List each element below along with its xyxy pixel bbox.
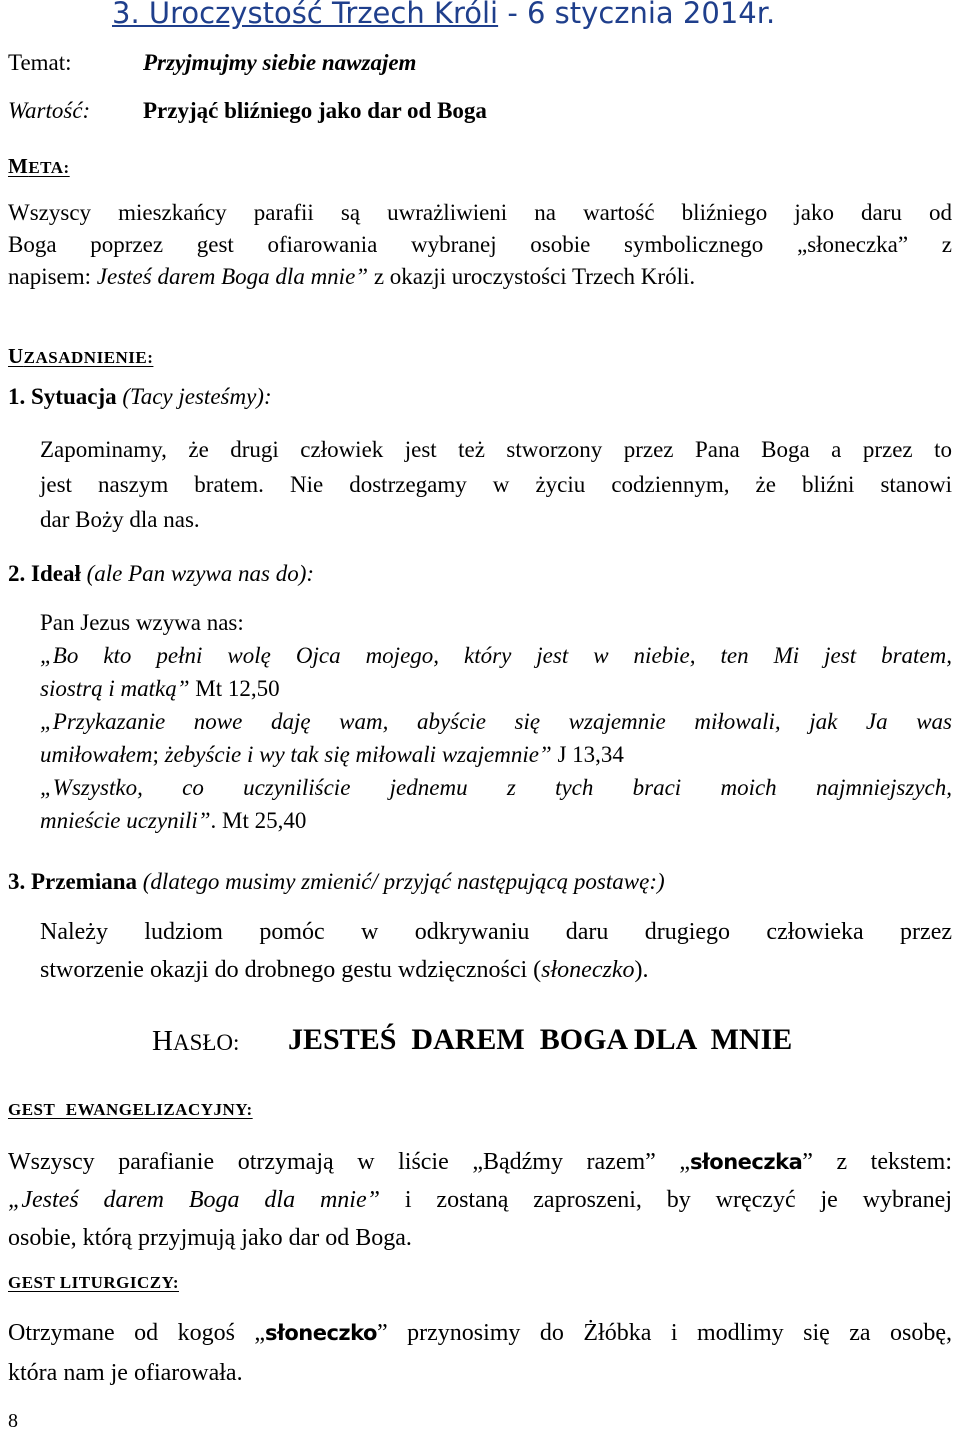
quote-1-line-1: „Bo kto pełni wolę Ojca mojego, który jest w niebie, ten Mi jest bratem,: [40, 643, 952, 668]
uzasadnienie-heading: UZASADNIENIE:: [8, 344, 154, 368]
quote-3-line-1: „Wszystko, co uczyniliście jednemu z tych braci moich najmniejszych,: [40, 775, 952, 800]
title-main: 3. Uroczystość Trzech Króli: [112, 0, 499, 30]
przemiana-text: Należy ludziom pomóc w odkrywaniu daru drugiego człowieka przez stworzenie okazji do drobnego gestu wdzięczności (słoneczko).: [40, 919, 952, 983]
gest-liturgiczny-heading: GEST LITURGICZY:: [8, 1273, 179, 1292]
gest-ewangelizacyjny-heading: GEST EWANGELIZACYJNY:: [8, 1100, 253, 1119]
quote-3-line-2: mnieście uczynili”. Mt 25,40: [40, 808, 307, 833]
quote-2-line-2: umiłowałem; żebyście i wy tak się miłowali wzajemnie” J 13,34: [40, 742, 624, 767]
meta-text: [8, 197, 952, 293]
ideal-heading: 2. Ideał (ale Pan wzywa nas do):: [8, 561, 315, 586]
temat-label: Temat:: [8, 50, 72, 75]
quote-2-line-1: „Przykazanie nowe daję wam, abyście się wzajemnie miłowali, jak Ja was: [40, 709, 952, 734]
page-number: 8: [8, 1410, 18, 1432]
temat-value: Przyjmujmy siebie nawzajem: [143, 50, 417, 75]
gest-ewangelizacyjny-text: Wszyscy parafianie otrzymają w liście „Bądźmy razem” „słoneczka” z tekstem: „Jesteś darem Boga dla mnie” i zostaną zaproszeni, by wręczyć je wybranej osobie, którą przyjmują jako dar od Boga.: [8, 1149, 953, 1251]
przemiana-heading: 3. Przemiana (dlatego musimy zmienić/ przyjąć następującą postawę:): [8, 869, 665, 894]
meta-line-1: Wszyscy mieszkańcy parafii są uwrażliwieni na wartość bliźniego jako daru od: [8, 200, 952, 225]
meta-heading: META:: [8, 154, 70, 178]
wartosc-label: Wartość:: [8, 98, 91, 123]
meta-line-2: Boga poprzez gest ofiarowania wybranej osobie symbolicznego „słoneczka” z: [8, 232, 952, 257]
sloneczko-logo: słoneczko: [265, 1321, 377, 1345]
gest-liturgiczny-text: Otrzymane od kogoś „słoneczko” przynosimy do Żłóbka i modlimy się za osobę, która nam je ofiarowała.: [8, 1320, 953, 1386]
sytuacja-text: Zapominamy, że drugi człowiek jest też stworzony przez Pana Boga a przez to jest naszym bratem. Nie dostrzegamy w życiu codziennym, że bliźni stanowi dar Boży dla nas.: [40, 437, 952, 532]
haslo-value: JESTEŚ DAREM BOGA DLA MNIE: [288, 1023, 793, 1056]
haslo-label: HASŁO:: [152, 1025, 240, 1057]
title-date: - 6 stycznia 2014r.: [498, 0, 776, 30]
sytuacja-heading: 1. Sytuacja (Tacy jesteśmy):: [8, 384, 272, 409]
quote-1-line-2: siostrą i matką” Mt 12,50: [40, 676, 280, 701]
meta-line-3: napisem: Jesteś darem Boga dla mnie” z okazji uroczystości Trzech Króli.: [8, 264, 696, 289]
wartosc-value: Przyjąć bliźniego jako dar od Boga: [143, 98, 487, 123]
sloneczka-logo: słoneczka: [690, 1150, 803, 1174]
ideal-text: Pan Jezus wzywa nas: „Bo kto pełni wolę Ojca mojego, który jest w niebie, ten Mi jest bratem, siostrą i matką” Mt 12,50 „Przykazanie nowe daję wam, abyście się wzajemnie miłowali, jak Ja was umiłowałem; żebyście i wy tak się miłowali wzajemnie” J 13,34 „Wszystko, co uczyniliście jednemu z tych braci moich najmniejszych, mnieście uczynili”. Mt 25,40: [40, 606, 952, 837]
page-title: [112, 0, 775, 30]
